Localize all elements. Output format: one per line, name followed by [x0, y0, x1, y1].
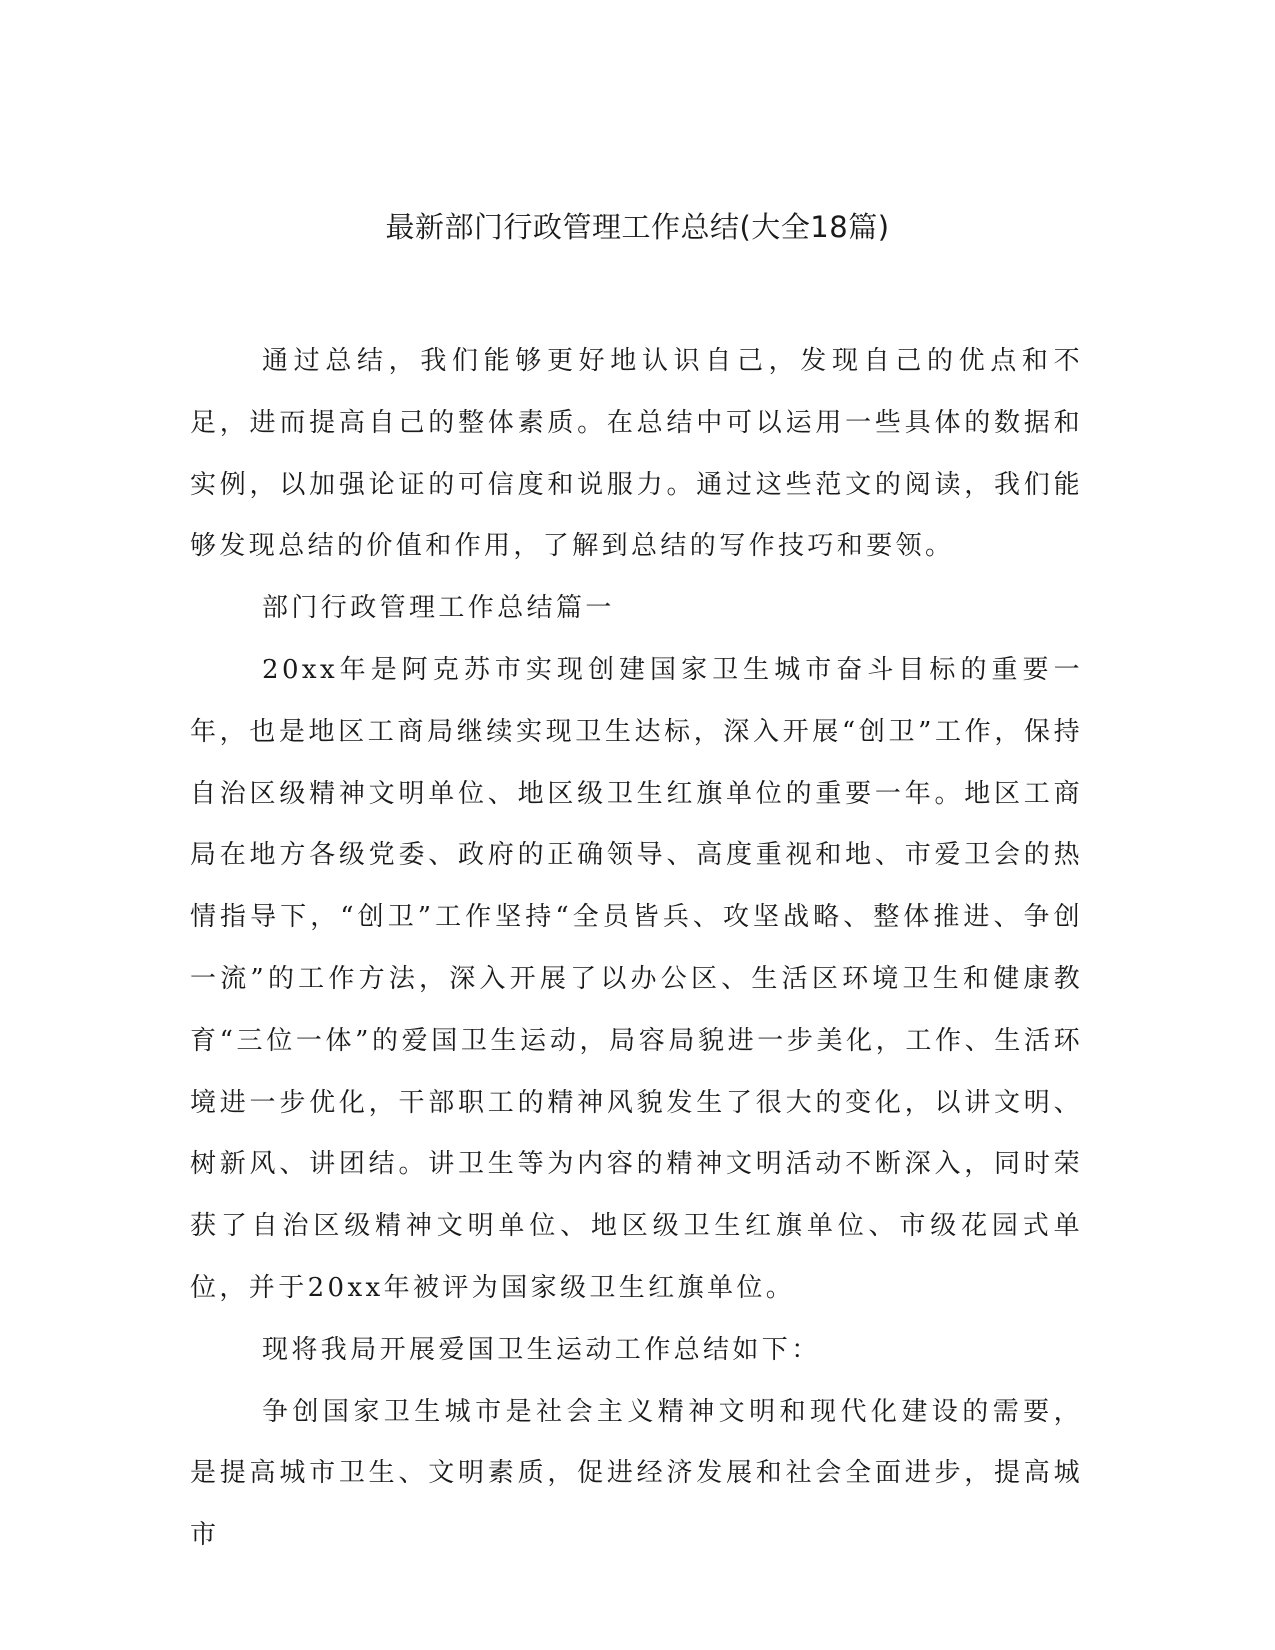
body-paragraph: 20xx年是阿克苏市实现创建国家卫生城市奋斗目标的重要一年，也是地区工商局继续实现卫生达标，深入开展“创卫”工作，保持自治区级精神文明单位、地区级卫生红旗单位的重要一年。地区工商局在地方各级党委、政府的正确领导、高度重视和地、市爱卫会的热情指导下，“创卫”工作坚持“全员皆兵、攻坚战略、整体推进、争创一流”的工作方法，深入开展了以办公区、生活区环境卫生和健康教育“三位一体”的爱国卫生运动，局容局貌进一步美化，工作、生活环境进一步优化，干部职工的精神风貌发生了很大的变化，以讲文明、树新风、讲团结。讲卫生等为内容的精神文明活动不断深入，同时荣获了自治区级精神文明单位、地区级卫生红旗单位、市级花园式单位，并于20xx年被评为国家级卫生红旗单位。 — [190, 654, 1083, 1303]
intro-paragraph: 通过总结，我们能够更好地认识自己，发现自己的优点和不足，进而提高自己的整体素质。在总结中可以运用一些具体的数据和实例，以加强论证的可信度和说服力。通过这些范文的阅读，我们能够发现总结的价值和作用，了解到总结的写作技巧和要领。 — [190, 346, 1083, 562]
document-body — [190, 331, 1083, 1567]
section-heading: 部门行政管理工作总结篇一 — [262, 593, 615, 624]
body-paragraph: 现将我局开展爱国卫生运动工作总结如下： — [262, 1334, 821, 1365]
body-paragraph: 争创国家卫生城市是社会主义精神文明和现代化建设的需要，是提高城市卫生、文明素质，促进经济发展和社会全面进步，提高城市 — [190, 1396, 1083, 1551]
document-title: 最新部门行政管理工作总结(大全18篇) — [385, 210, 890, 244]
